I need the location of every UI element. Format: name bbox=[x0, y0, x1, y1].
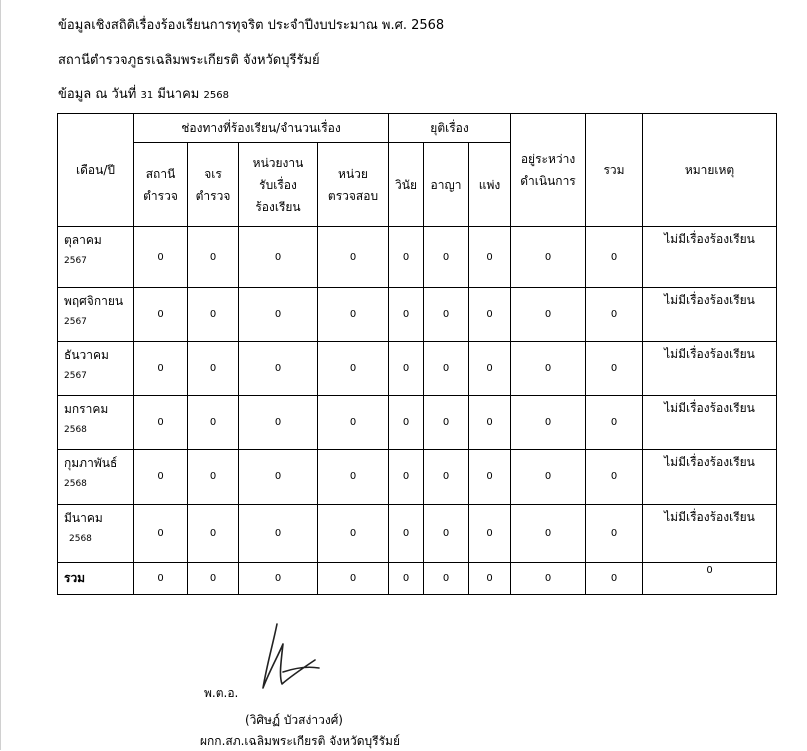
value-cell: 0 bbox=[469, 504, 511, 562]
remarks-cell: ไม่มีเรื่องร้องเรียน bbox=[643, 396, 777, 450]
page-left-border bbox=[0, 0, 1, 750]
total-value-cell: 0 bbox=[586, 562, 643, 594]
header-patrol-officer: จเร ตำรวจ bbox=[188, 143, 239, 227]
total-label: รวม bbox=[58, 562, 134, 594]
total-value-cell: 0 bbox=[424, 562, 469, 594]
header-case-ended: ยุติเรื่อง bbox=[389, 114, 511, 143]
value-cell: 0 bbox=[469, 227, 511, 288]
header-discipline: วินัย bbox=[389, 143, 424, 227]
month-cell bbox=[58, 396, 134, 450]
header-police-station: สถานี ตำรวจ bbox=[134, 143, 188, 227]
value-cell: 0 bbox=[586, 288, 643, 342]
station-name: สถานีตำรวจภูธรเฉลิมพระเกียรติ จังหวัดบุรีรัมย์ bbox=[58, 53, 320, 68]
month-cell bbox=[58, 288, 134, 342]
month-year: 2567 bbox=[64, 371, 87, 382]
month-name: มกราคม bbox=[64, 402, 109, 417]
total-value-cell: 0 bbox=[318, 562, 389, 594]
value-cell: 0 bbox=[511, 288, 586, 342]
month-year: 2568 bbox=[64, 479, 87, 490]
table-body bbox=[58, 227, 777, 595]
value-cell: 0 bbox=[511, 396, 586, 450]
month-cell bbox=[58, 227, 134, 288]
value-cell: 0 bbox=[239, 288, 318, 342]
total-value-cell: 0 bbox=[134, 562, 188, 594]
remarks-cell: ไม่มีเรื่องร้องเรียน bbox=[643, 288, 777, 342]
date-prefix: ข้อมูล ณ วันที่ bbox=[58, 87, 137, 102]
value-cell: 0 bbox=[586, 450, 643, 504]
value-cell: 0 bbox=[318, 396, 389, 450]
month-cell bbox=[58, 342, 134, 396]
value-cell: 0 bbox=[389, 227, 424, 288]
signer-rank: พ.ต.อ. bbox=[204, 686, 239, 700]
total-value-cell: 0 bbox=[469, 562, 511, 594]
value-cell: 0 bbox=[511, 450, 586, 504]
value-cell: 0 bbox=[318, 288, 389, 342]
value-cell: 0 bbox=[586, 227, 643, 288]
value-cell: 0 bbox=[188, 288, 239, 342]
header-in-progress: อยู่ระหว่าง ดำเนินการ bbox=[511, 114, 586, 227]
month-year: 2567 bbox=[64, 256, 87, 266]
handwritten-signature bbox=[255, 618, 325, 698]
signer-name: (วิศิษฏ์ บัวสง่าวงศ์) bbox=[245, 713, 343, 727]
table-row bbox=[58, 288, 777, 342]
header-complaint-unit: หน่วยงาน รับเรื่อง ร้องเรียน bbox=[239, 143, 318, 227]
value-cell: 0 bbox=[318, 342, 389, 396]
value-cell: 0 bbox=[511, 227, 586, 288]
table-header-row-1 bbox=[58, 114, 777, 143]
value-cell: 0 bbox=[188, 227, 239, 288]
month-name: ตุลาคม bbox=[64, 233, 102, 247]
total-value-cell: 0 bbox=[239, 562, 318, 594]
value-cell: 0 bbox=[134, 396, 188, 450]
value-cell: 0 bbox=[318, 504, 389, 562]
value-cell: 0 bbox=[389, 396, 424, 450]
value-cell: 0 bbox=[188, 504, 239, 562]
value-cell: 0 bbox=[134, 504, 188, 562]
value-cell: 0 bbox=[389, 450, 424, 504]
date-month: มีนาคม bbox=[157, 87, 200, 102]
header-criminal: อาญา bbox=[424, 143, 469, 227]
value-cell: 0 bbox=[511, 342, 586, 396]
data-date bbox=[58, 83, 229, 104]
header-complaint-channels: ช่องทางที่ร้องเรียน/จำนวนเรื่อง bbox=[134, 114, 389, 143]
header-remarks: หมายเหตุ bbox=[643, 114, 777, 227]
value-cell: 0 bbox=[239, 396, 318, 450]
value-cell: 0 bbox=[134, 450, 188, 504]
value-cell: 0 bbox=[469, 396, 511, 450]
value-cell: 0 bbox=[239, 504, 318, 562]
value-cell: 0 bbox=[389, 504, 424, 562]
value-cell: 0 bbox=[424, 450, 469, 504]
month-year: 2567 bbox=[64, 317, 87, 328]
value-cell: 0 bbox=[188, 342, 239, 396]
value-cell: 0 bbox=[389, 342, 424, 396]
value-cell: 0 bbox=[511, 504, 586, 562]
table-row bbox=[58, 342, 777, 396]
month-name: มีนาคม bbox=[64, 510, 103, 525]
table-row bbox=[58, 227, 777, 288]
signer-position: ผกก.สภ.เฉลิมพระเกียรติ จังหวัดบุรีรัมย์ bbox=[200, 734, 400, 748]
value-cell: 0 bbox=[424, 396, 469, 450]
value-cell: 0 bbox=[134, 288, 188, 342]
value-cell: 0 bbox=[424, 288, 469, 342]
date-day: 31 bbox=[140, 90, 154, 101]
table-row bbox=[58, 504, 777, 562]
header-civil: แพ่ง bbox=[469, 143, 511, 227]
value-cell: 0 bbox=[469, 342, 511, 396]
total-value-cell: 0 bbox=[389, 562, 424, 594]
value-cell: 0 bbox=[134, 227, 188, 288]
value-cell: 0 bbox=[469, 450, 511, 504]
header-audit-unit: หน่วย ตรวจสอบ bbox=[318, 143, 389, 227]
complaint-statistics-table bbox=[57, 113, 777, 595]
total-remarks-cell: 0 bbox=[643, 562, 777, 594]
value-cell: 0 bbox=[389, 288, 424, 342]
remarks-cell: ไม่มีเรื่องร้องเรียน bbox=[643, 227, 777, 288]
month-year: 2568 bbox=[64, 425, 87, 436]
total-row bbox=[58, 562, 777, 594]
value-cell: 0 bbox=[318, 450, 389, 504]
value-cell: 0 bbox=[239, 227, 318, 288]
month-cell bbox=[58, 450, 134, 504]
value-cell: 0 bbox=[188, 396, 239, 450]
table-row bbox=[58, 396, 777, 450]
remarks-cell: ไม่มีเรื่องร้องเรียน bbox=[643, 450, 777, 504]
month-name: พฤศจิกายน bbox=[64, 294, 124, 309]
report-title: ข้อมูลเชิงสถิติเรื่องร้องเรียนการทุจริต ประจำปีงบประมาณ พ.ศ. 2568 bbox=[58, 18, 445, 33]
value-cell: 0 bbox=[586, 504, 643, 562]
month-cell bbox=[58, 504, 134, 562]
value-cell: 0 bbox=[318, 227, 389, 288]
month-name: ธันวาคม bbox=[64, 348, 109, 363]
value-cell: 0 bbox=[134, 342, 188, 396]
value-cell: 0 bbox=[424, 342, 469, 396]
date-year: 2568 bbox=[203, 90, 229, 101]
month-name: กุมภาพันธ์ bbox=[64, 456, 118, 471]
total-value-cell: 0 bbox=[511, 562, 586, 594]
table-row bbox=[58, 450, 777, 504]
header-total: รวม bbox=[586, 114, 643, 227]
value-cell: 0 bbox=[469, 288, 511, 342]
remarks-cell: ไม่มีเรื่องร้องเรียน bbox=[643, 504, 777, 562]
remarks-cell: ไม่มีเรื่องร้องเรียน bbox=[643, 342, 777, 396]
value-cell: 0 bbox=[239, 450, 318, 504]
value-cell: 0 bbox=[188, 450, 239, 504]
value-cell: 0 bbox=[586, 342, 643, 396]
value-cell: 0 bbox=[239, 342, 318, 396]
month-year: 2568 bbox=[69, 533, 92, 544]
header-month: เดือน/ปี bbox=[58, 114, 134, 227]
value-cell: 0 bbox=[424, 504, 469, 562]
value-cell: 0 bbox=[424, 227, 469, 288]
value-cell: 0 bbox=[586, 396, 643, 450]
total-value-cell: 0 bbox=[188, 562, 239, 594]
